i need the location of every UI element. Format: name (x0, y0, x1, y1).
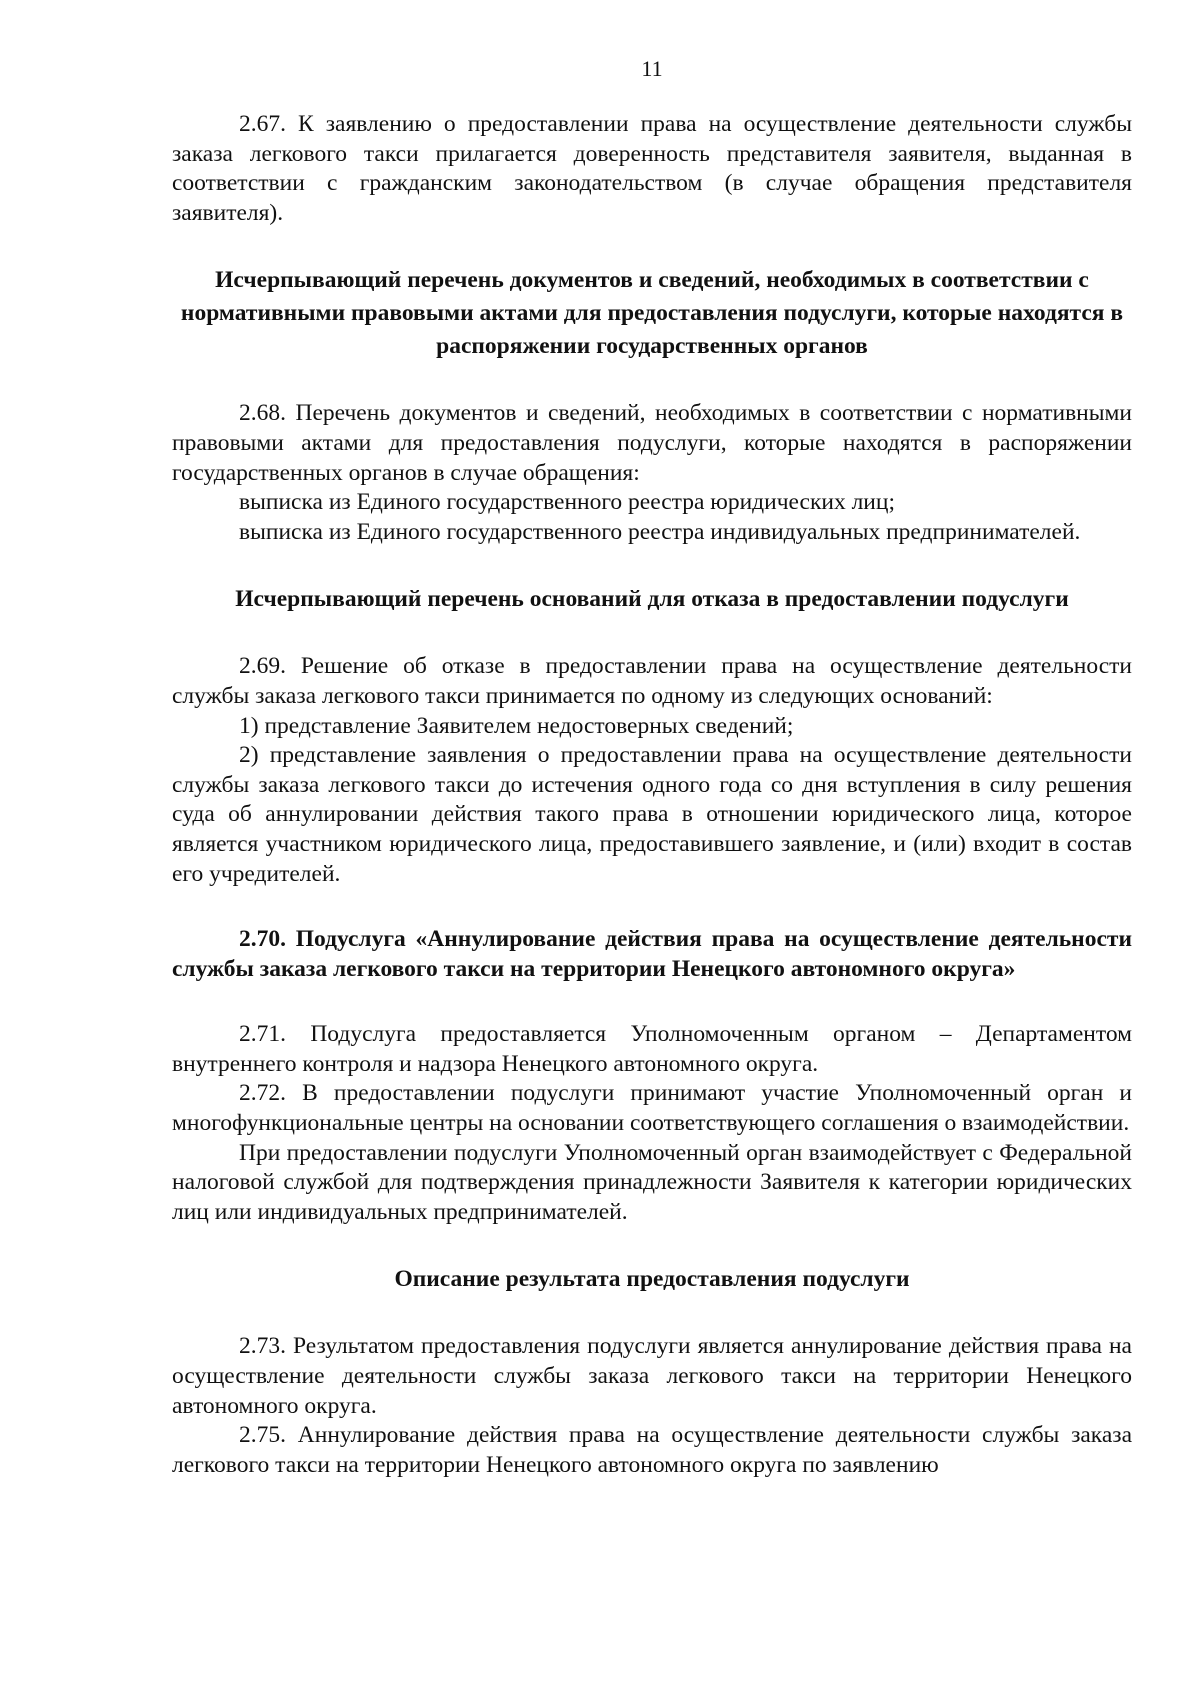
section-heading-result: Описание результата предоставления подуслуги (394, 1266, 910, 1293)
paragraph-2-75: 2.75. Аннулирование действия права на осуществление деятельности службы заказа легкового такси на территории Ненецкого автономного округа по заявлению (172, 1422, 1132, 1478)
paragraph-2-70-subservice-title: 2.70. Подуслуга «Аннулирование действия права на осуществление деятельности службы заказа легкового такси на территории Ненецкого автономного округа» (172, 926, 1132, 982)
section-heading-documents: Исчерпывающий перечень документов и сведений, необходимых в соответствии с нормативными правовыми актами для предоставления подуслуги, которые находятся в распоряжении государственных органов (180, 267, 1124, 360)
paragraph-2-72: 2.72. В предоставлении подуслуги принимают участие Уполномоченный орган и многофункциональные центры на основании соответствующего соглашения о взаимодействии. (172, 1080, 1132, 1137)
paragraph-2-72-continuation: При предоставлении подуслуги Уполномоченный орган взаимодействует с Федеральной налоговой службой для подтверждения принадлежности Заявителя к категории юридических лиц или индивидуальных предпринимателей. (172, 1139, 1132, 1225)
paragraph-2-68: 2.68. Перечень документов и сведений, необходимых в соответствии с нормативными правовыми актами для предоставления подуслуги, которые находятся в распоряжении государственных органов в случае обращения: (172, 400, 1132, 486)
paragraph-2-67: 2.67. К заявлению о предоставлении права на осуществление деятельности службы заказа легкового такси прилагается доверенность представителя заявителя, выданная в соответствии с гражданским законодательством (в случае обращения представителя заявителя). (172, 111, 1132, 226)
document-page (172, 56, 1132, 1480)
page-number: 11 (641, 56, 663, 81)
paragraph-2-73: 2.73. Результатом предоставления подуслуги является аннулирование действия права на осуществление деятельности службы заказа легкового такси на территории Ненецкого автономного округа. (172, 1333, 1132, 1419)
list-item-refusal-2: 2) представление заявления о предоставлении права на осуществление деятельности службы заказа легкового такси до истечения одного года со дня вступления в силу решения суда об аннулировании действия такого права в отношении юридического лица, которое является участником юридического лица, предоставившего заявление, и (или) входит в состав его учредителей. (172, 742, 1132, 887)
list-item-egrul: выписка из Единого государственного реестра юридических лиц; (239, 489, 895, 516)
paragraph-2-69: 2.69. Решение об отказе в предоставлении права на осуществление деятельности службы заказа легкового такси принимается по одному из следующих оснований: (172, 653, 1132, 709)
section-heading-refusal: Исчерпывающий перечень оснований для отказа в предоставлении подуслуги (235, 586, 1069, 613)
list-item-refusal-1: 1) представление Заявителем недостоверных сведений; (239, 712, 794, 739)
list-item-egrip: выписка из Единого государственного реестра индивидуальных предпринимателей. (239, 518, 1081, 545)
paragraph-2-71: 2.71. Подуслуга предоставляется Уполномоченным органом – Департаментом внутреннего контроля и надзора Ненецкого автономного округа. (172, 1021, 1132, 1077)
